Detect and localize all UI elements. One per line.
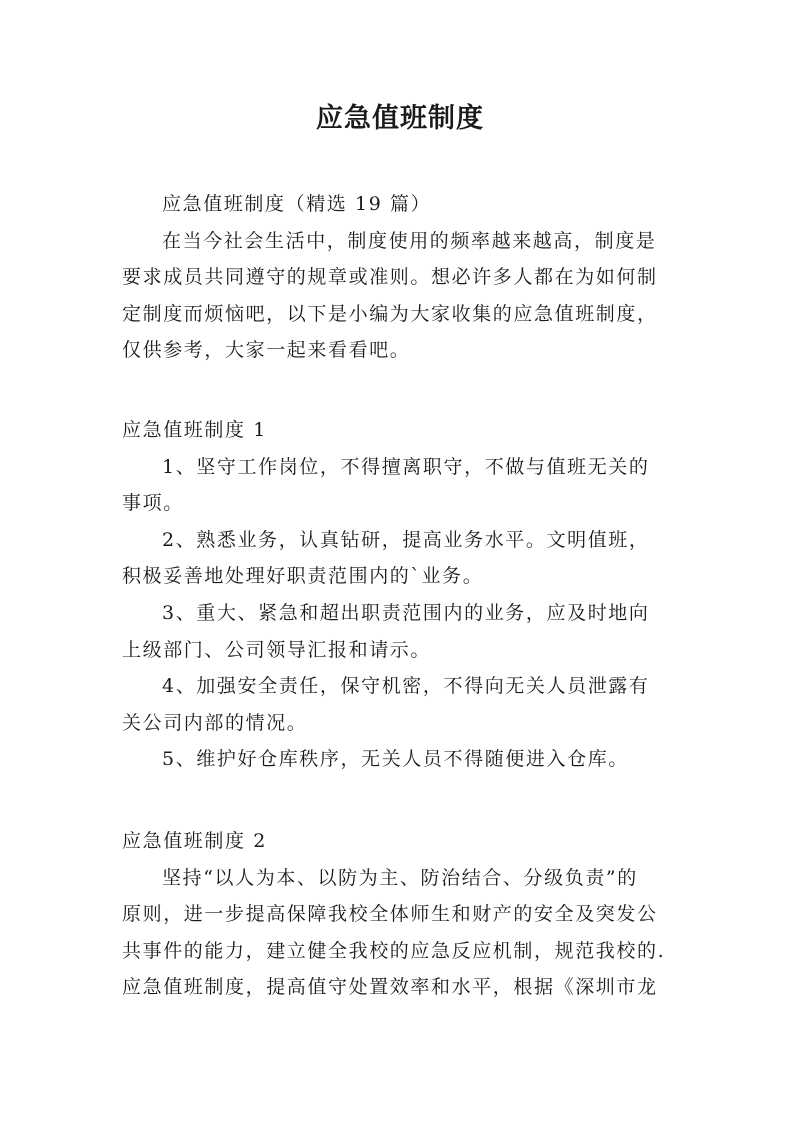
list-item-line: 关公司内部的情况。 — [122, 711, 308, 734]
section-2 — [122, 823, 678, 1006]
document-title: 应急值班制度 — [316, 103, 484, 134]
list-item-line: 4、加强安全责任，保守机密，不得向无关人员泄露有 — [162, 675, 650, 698]
section-1-heading: 应急值班制度 1 — [122, 419, 267, 441]
intro-subtitle: 应急值班制度（精选 19 篇） — [162, 193, 432, 215]
section-2-line: 共事件的能力，建立健全我校的应急反应机制，规范我校的. — [122, 939, 666, 962]
section-2-line: 原则，进一步提高保障我校全体师生和财产的安全及突发公 — [122, 903, 658, 926]
list-item-line: 事项。 — [122, 492, 184, 515]
list-item-line: 1、坚守工作岗位，不得擅离职守，不做与值班无关的 — [162, 455, 650, 478]
section-2-line: 应急值班制度，提高值守处置效率和水平，根据《深圳市龙 — [122, 976, 658, 999]
intro-block — [122, 186, 678, 369]
section-2-line: 坚持“以人为本、以防为主、防治结合、分级负责”的 — [162, 866, 638, 889]
intro-line: 仅供参考，大家一起来看看吧。 — [122, 339, 411, 362]
section-1 — [122, 412, 678, 778]
list-item-line: 上级部门、公司领导汇报和请示。 — [122, 638, 432, 661]
intro-line: 定制度而烦恼吧，以下是小编为大家收集的应急值班制度， — [122, 302, 658, 325]
intro-line: 在当今社会生活中，制度使用的频率越来越高，制度是 — [162, 229, 657, 252]
list-item-line: 2、熟悉业务，认真钻研，提高业务水平。文明值班， — [162, 528, 650, 551]
section-2-heading: 应急值班制度 2 — [122, 830, 267, 852]
intro-line: 要求成员共同遵守的规章或准则。想必许多人都在为如何制 — [122, 266, 658, 289]
list-item-line: 3、重大、紧急和超出职责范围内的业务，应及时地向 — [162, 601, 650, 624]
list-item-line: 5、维护好仓库秩序，无关人员不得随便进入仓库。 — [162, 748, 629, 771]
list-item-line: 积极妥善地处理好职责范围内的`业务。 — [122, 565, 484, 588]
